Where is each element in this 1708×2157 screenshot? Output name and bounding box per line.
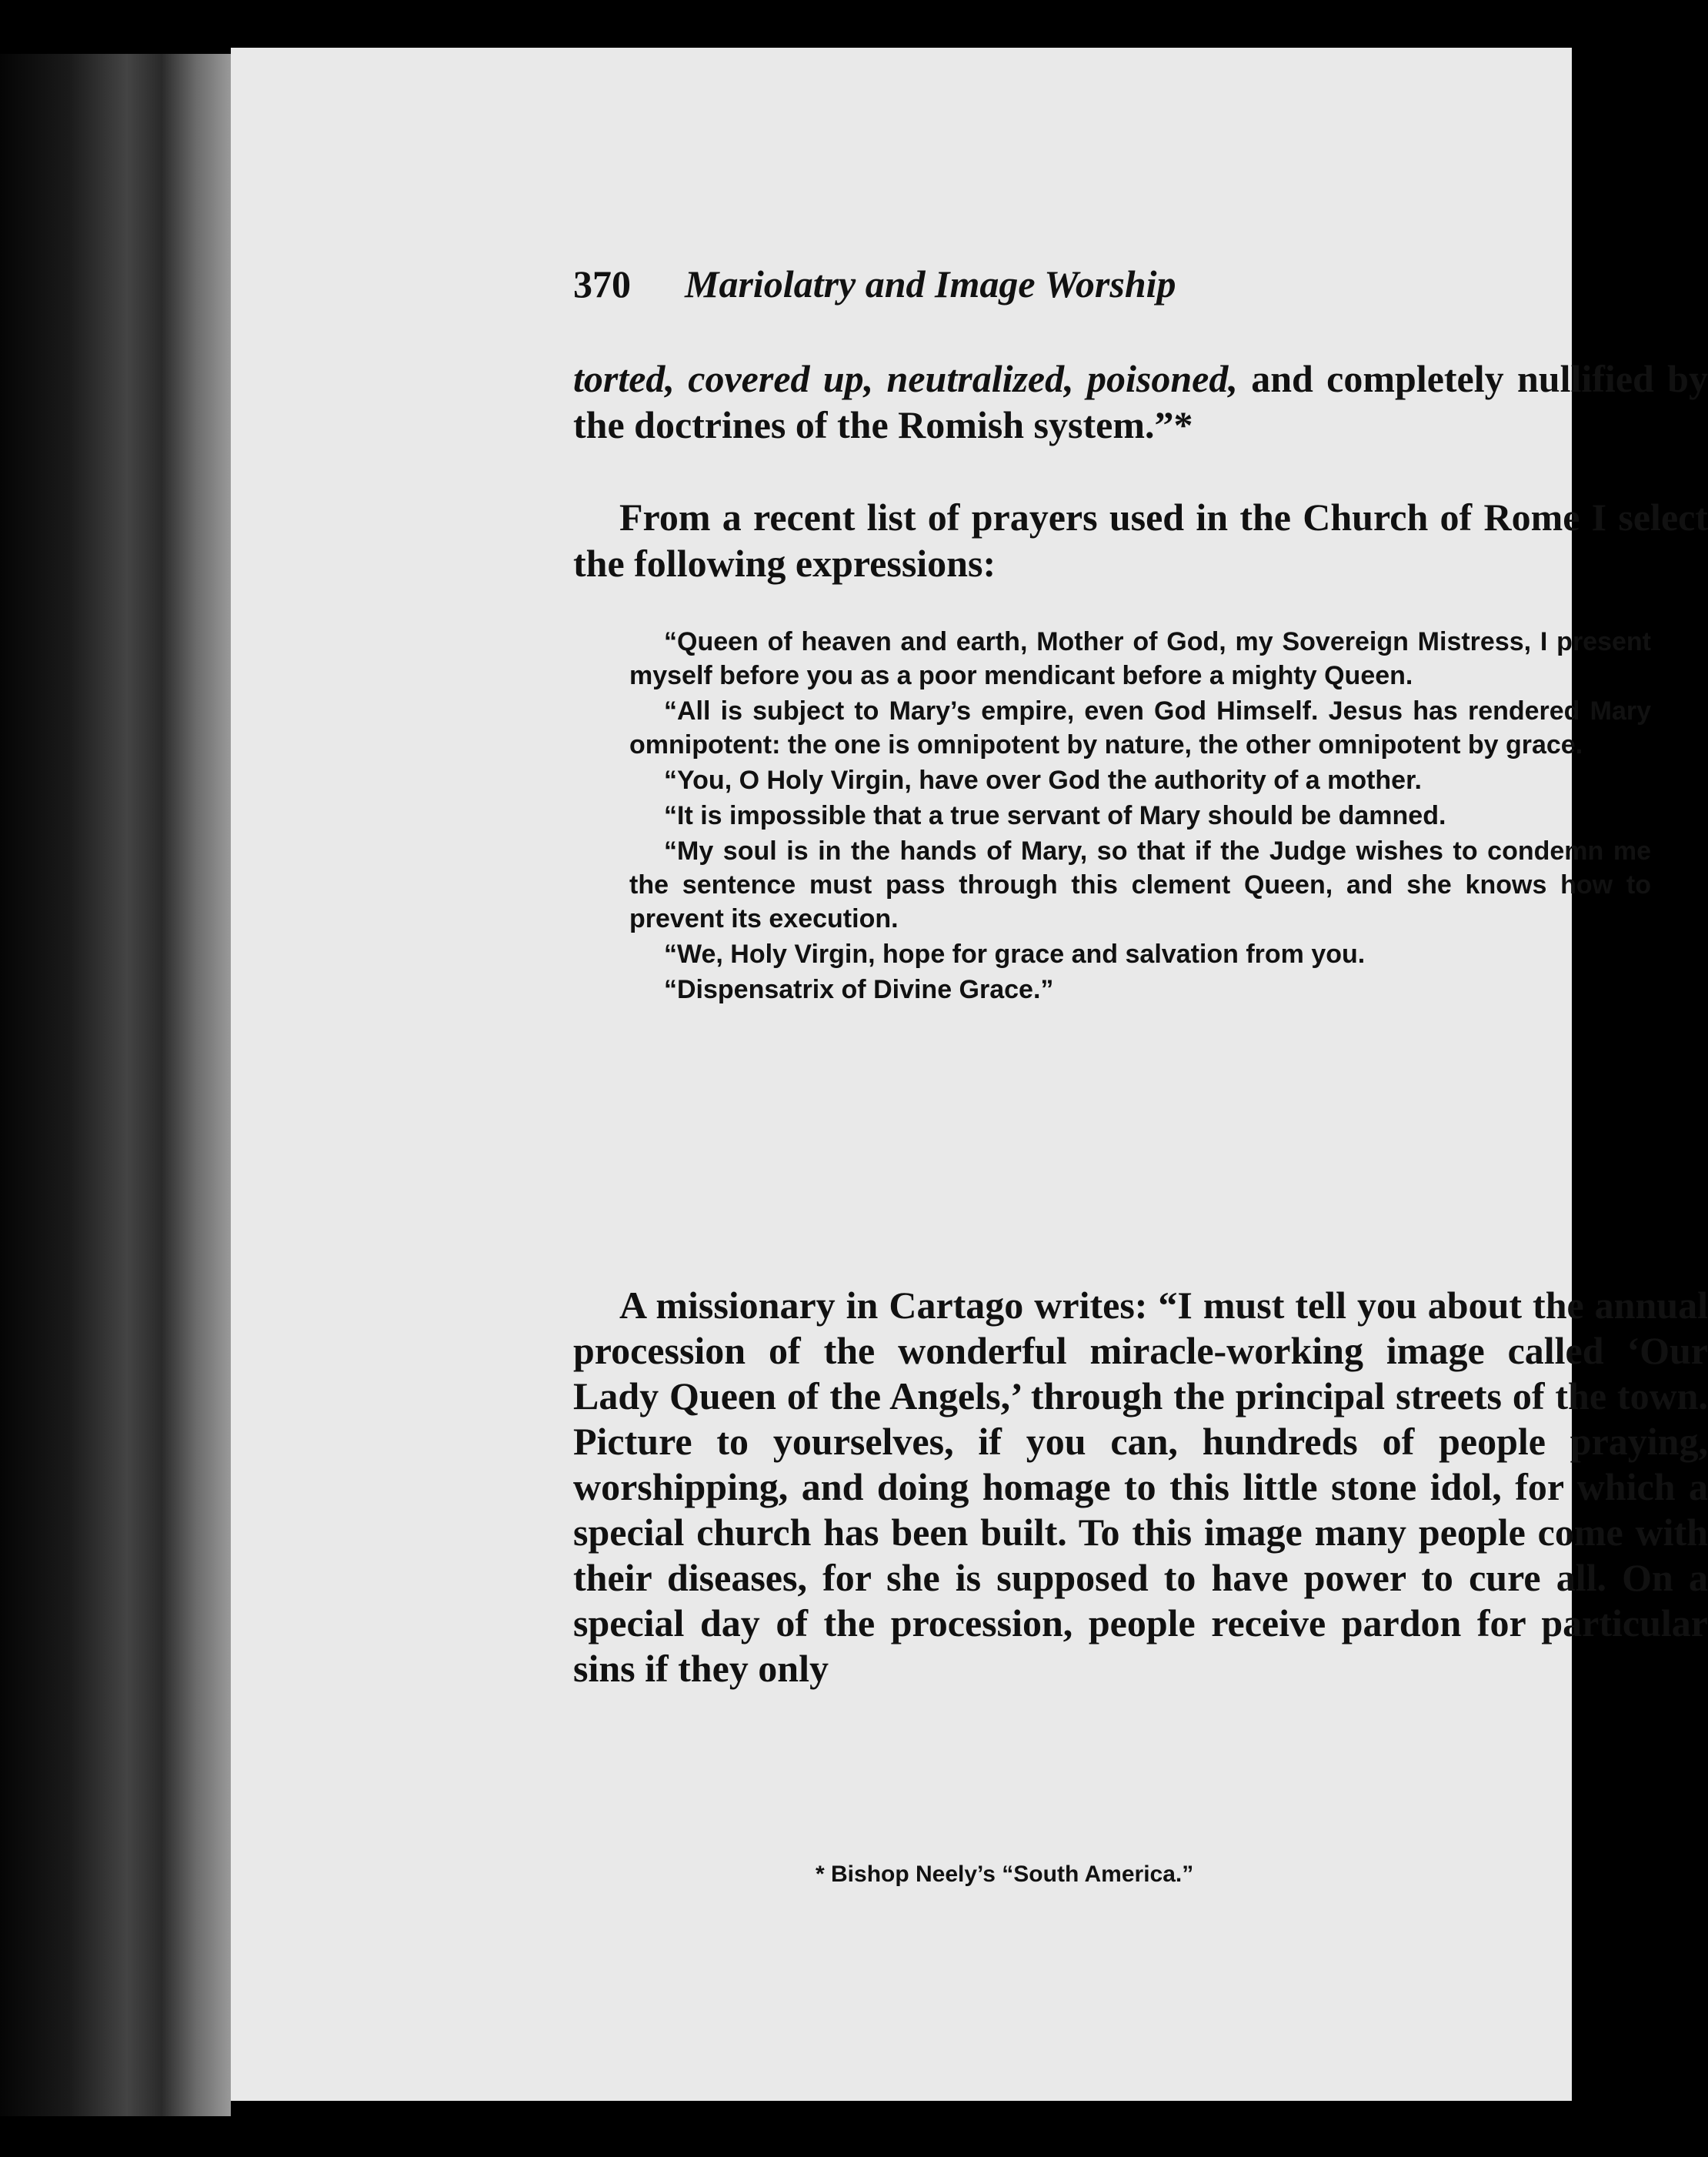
paragraph-prayers-intro: From a recent list of prayers used in the Church of Rome I select the following expressions: [573,496,1708,585]
prayer-quote: “All is subject to Mary’s empire, even God Himself. Jesus has rendered Mary omnipotent: the one is omnipotent by nature, the other omnipotent by grace. [629,696,1651,760]
continued-paragraph-rest: and completely nullified by the doctrines of the Romish system.”* [573,357,1708,446]
footnote: * Bishop Neely’s “South America.” [816,1861,1194,1887]
page-number: 370 [573,262,631,306]
book-page-edge [0,54,231,2116]
prayer-quote: “It is impossible that a true servant of Mary should be damned. [664,801,1446,830]
prayer-quote: “We, Holy Virgin, hope for grace and salvation from you. [664,940,1366,969]
prayer-quotes-list [629,625,1651,1008]
prayer-quote: “My soul is in the hands of Mary, so that if the Judge wishes to condemn me the sentence must pass through this clement Queen, and she knows how to prevent its execution. [629,836,1651,933]
italic-fragment: torted, covered up, neutralized, poisoned, [573,357,1238,400]
running-head-title: Mariolatry and Image Worship [685,262,1176,306]
prayer-quote: “Dispensatrix of Divine Grace.” [664,975,1054,1004]
continued-paragraph [573,356,1708,448]
book-page [231,48,1708,2101]
prayer-quote: “You, O Holy Virgin, have over God the authority of a mother. [664,766,1422,795]
prayer-quote: “Queen of heaven and earth, Mother of God, my Sovereign Mistress, I present myself before you as a poor mendicant before a mighty Queen. [629,627,1651,690]
running-head [573,257,1573,311]
paragraph-cartago: A missionary in Cartago writes: “I must tell you about the annual procession of the wonderful miracle-working image called ‘Our Lady Queen of the Angels,’ through the principal streets of the town. Picture to yourselves, if you can, hundreds of people praying, worshipping, and doing homage to this little stone idol, for which a special church has been built. To this image many people come with their diseases, for she is supposed to have power to cure all. On a special day of the procession, people receive pardon for particular sins if they only [573,1284,1708,1690]
